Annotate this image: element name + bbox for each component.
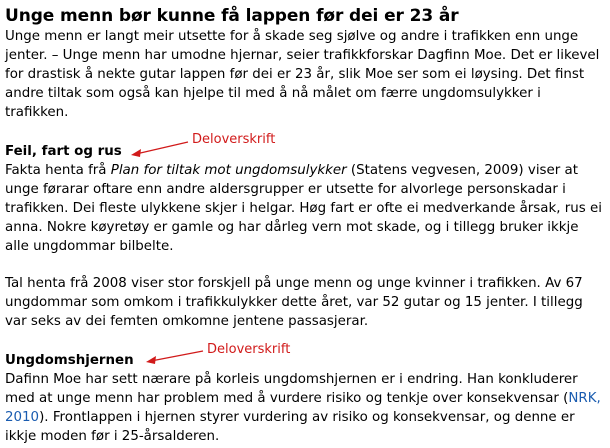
- intro-paragraph: Unge menn er langt meir utsette for å skade seg sjølve og andre i trafikken enn unge jenter. – Unge menn har umodne hjernar, seier trafikkforskar Dagfinn Moe. Det er likevel for drastisk å nekte gutar lappen før dei er 23 år, slik Moe ser som ei løysing. Det finst andre tiltak som også kan hjelpe til med å nå målet om færre ungdomsulykker i trafikken.: [5, 29, 600, 120]
- article-title: Unge menn bør kunne få lappen før dei er 23 år: [5, 6, 459, 26]
- annotation-label-2: Deloverskrift: [207, 342, 291, 357]
- section-heading-feil-fart-og-rus: Feil, fart og rus: [5, 144, 122, 159]
- statistics-paragraph: Tal henta frå 2008 viser stor forskjell på unge menn og unge kvinner i trafikken. Av 67 ungdommar som omkom i trafikkulykker dette året, var 52 gutar og 15 jenter. I tillegg var seks av dei femten omkomne jentene passasjerar.: [5, 276, 583, 329]
- section1-italic-title: Plan for tiltak mot ungdomsulykker: [110, 163, 347, 178]
- section-heading-ungdomshjernen: Ungdomshjernen: [5, 353, 134, 368]
- section2-text-before: Dafinn Moe har sett nærare på korleis ungdomshjernen er i endring. Han konkluderer med at unge menn har problem med å vurdere risiko og tenkje over konsekvensar (: [5, 372, 578, 406]
- section1-text-after: (Statens vegvesen, 2009) viser at unge førarar oftare enn andre aldersgrupper er utsette for alvorlege personskadar i trafikken. Dei fleste ulykkene skjer i helgar. Høg fart er ofte ei medverkande årsak, rus ei anna. Nokre køyretøy er gamle og har dårleg vern mot skade, og i tillegg bruker ikkje alle ungdommar bilbelte.: [5, 163, 602, 254]
- nrk-reference-link[interactable]: NRK, 2010: [5, 391, 601, 425]
- section2-text-after: ). Frontlappen i hjernen styrer vurdering av risiko og konsekvensar, og denne er ikkje moden før i 25-årsalderen.: [5, 410, 575, 444]
- section1-text-before: Fakta henta frå: [5, 163, 111, 178]
- annotation-label-1: Deloverskrift: [192, 132, 276, 147]
